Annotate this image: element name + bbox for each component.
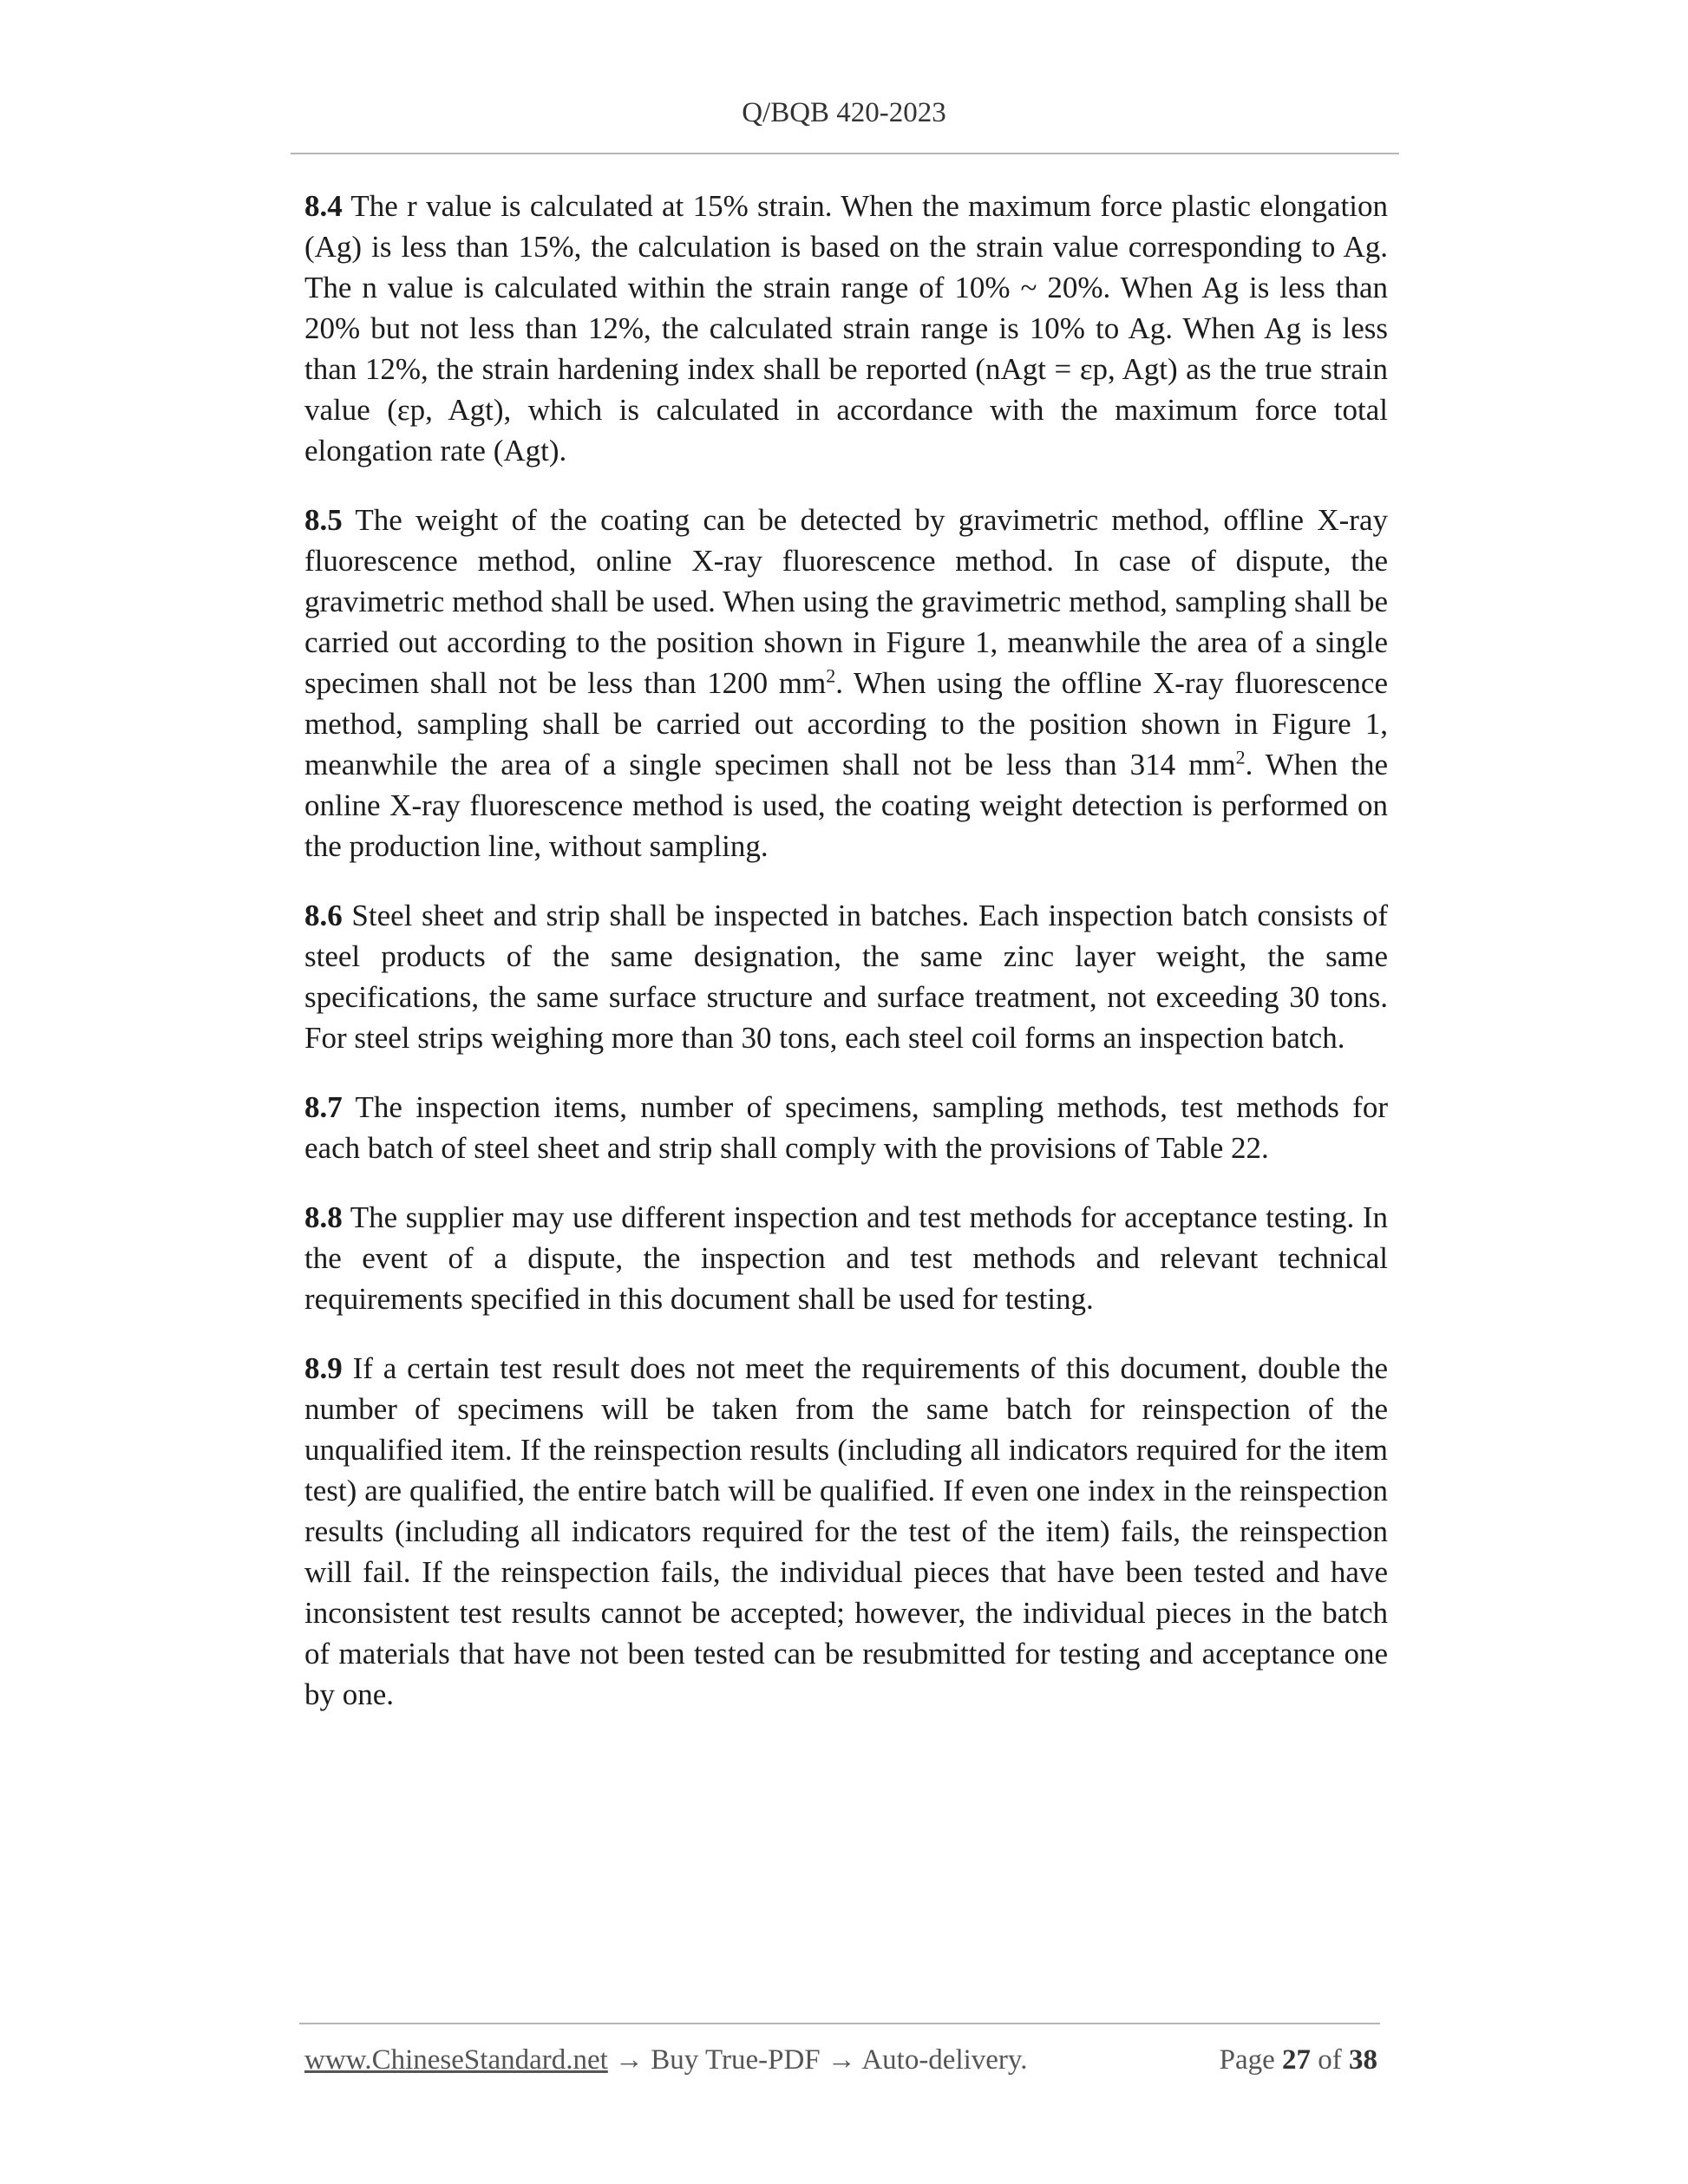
superscript: 2 (826, 664, 836, 687)
document-body (304, 186, 1388, 1743)
clause-number: 8.6 (304, 899, 343, 932)
footer-promo (304, 2044, 1028, 2076)
current-page-number: 27 (1282, 2044, 1311, 2076)
superscript: 2 (1235, 746, 1246, 768)
clause-number: 8.9 (304, 1351, 343, 1385)
buy-pdf-text: Buy True-PDF (651, 2044, 821, 2076)
header-divider (291, 153, 1399, 154)
clause-number: 8.7 (304, 1090, 343, 1124)
clause-text: If a certain test result does not meet the requirements of this document, double the number of specimens will be taken from the same batch for reinspection of the unqualified item. If the reinspection results (including all indicators required for the item test) are qualified, the entire batch will be qualified. If even one index in the reinspection results (including all indicators required for the test of the item) fails, the reinspection will fail. If the reinspection fails, the individual pieces that have been tested and have inconsistent test results cannot be accepted; however, the individual pieces in the batch of materials that have not been tested can be resubmitted for testing and acceptance one by one. (304, 1351, 1388, 1711)
clause-number: 8.4 (304, 189, 343, 223)
clause-8-7 (304, 1087, 1388, 1168)
clause-number: 8.8 (304, 1200, 343, 1234)
page-label: Page (1219, 2044, 1282, 2076)
clause-text: Steel sheet and strip shall be inspected in batches. Each inspection batch consists of steel products of the same designation, the same zinc layer weight, the same specifications, the same surface structure and surface treatment, not exceeding 30 tons. For steel strips weighing more than 30 tons, each steel coil forms an inspection batch. (304, 899, 1388, 1055)
auto-delivery-text: Auto-delivery. (861, 2044, 1028, 2076)
clause-text: The r value is calculated at 15% strain. When the maximum force plastic elongation (Ag) is less than 15%, the calculation is based on the strain value corresponding to Ag. The n value is calculated within the strain range of 10% ~ 20%. When Ag is less than 20% but not less than 12%, the calculated strain range is 10% to Ag. When Ag is less than 12%, the strain hardening index shall be reported (nAgt = εp, Agt) as the true strain value (εp, Agt), which is calculated in accordance with the maximum force total elongation rate (Agt). (304, 189, 1388, 468)
footer-divider (299, 2023, 1380, 2024)
total-pages-number: 38 (1349, 2044, 1377, 2076)
document-code-header: Q/BQB 420-2023 (742, 97, 946, 128)
clause-text: . When the online X-ray fluorescence method is used, the coating weight detection is performed on the production line, without sampling. (304, 748, 1389, 863)
clause-8-8 (304, 1197, 1388, 1319)
website-link[interactable]: www.ChineseStandard.net (304, 2044, 608, 2076)
clause-text: The weight of the coating can be detected by gravimetric method, offline X-ray fluorescence method, online X-ray fluorescence method. In case of dispute, the gravimetric method shall be used. When using the gravimetric method, sampling shall be carried out according to the position shown in Figure 1, meanwhile the area of a single specimen shall not be less than 1200 mm (304, 503, 1388, 700)
page-indicator (1195, 2044, 1377, 2076)
arrow-right-icon: → (607, 2044, 651, 2076)
arrow-right-icon: → (820, 2044, 862, 2076)
clause-8-5 (304, 500, 1388, 866)
clause-number: 8.5 (304, 503, 343, 537)
clause-8-9 (304, 1348, 1388, 1715)
clause-8-4 (304, 186, 1388, 471)
of-label: of (1311, 2044, 1349, 2076)
clause-8-6 (304, 895, 1388, 1058)
clause-text: . When using the offline X-ray fluorescence method, sampling shall be carried out according to the position shown in Figure 1, meanwhile the area of a single specimen shall not be less than 314 mm (304, 666, 1388, 781)
clause-text: The supplier may use different inspection and test methods for acceptance testing. In the event of a dispute, the inspection and test methods and relevant technical requirements specified in this document shall be used for testing. (304, 1200, 1388, 1316)
clause-text: The inspection items, number of specimens, sampling methods, test methods for each batch of steel sheet and strip shall comply with the provisions of Table 22. (304, 1090, 1388, 1165)
